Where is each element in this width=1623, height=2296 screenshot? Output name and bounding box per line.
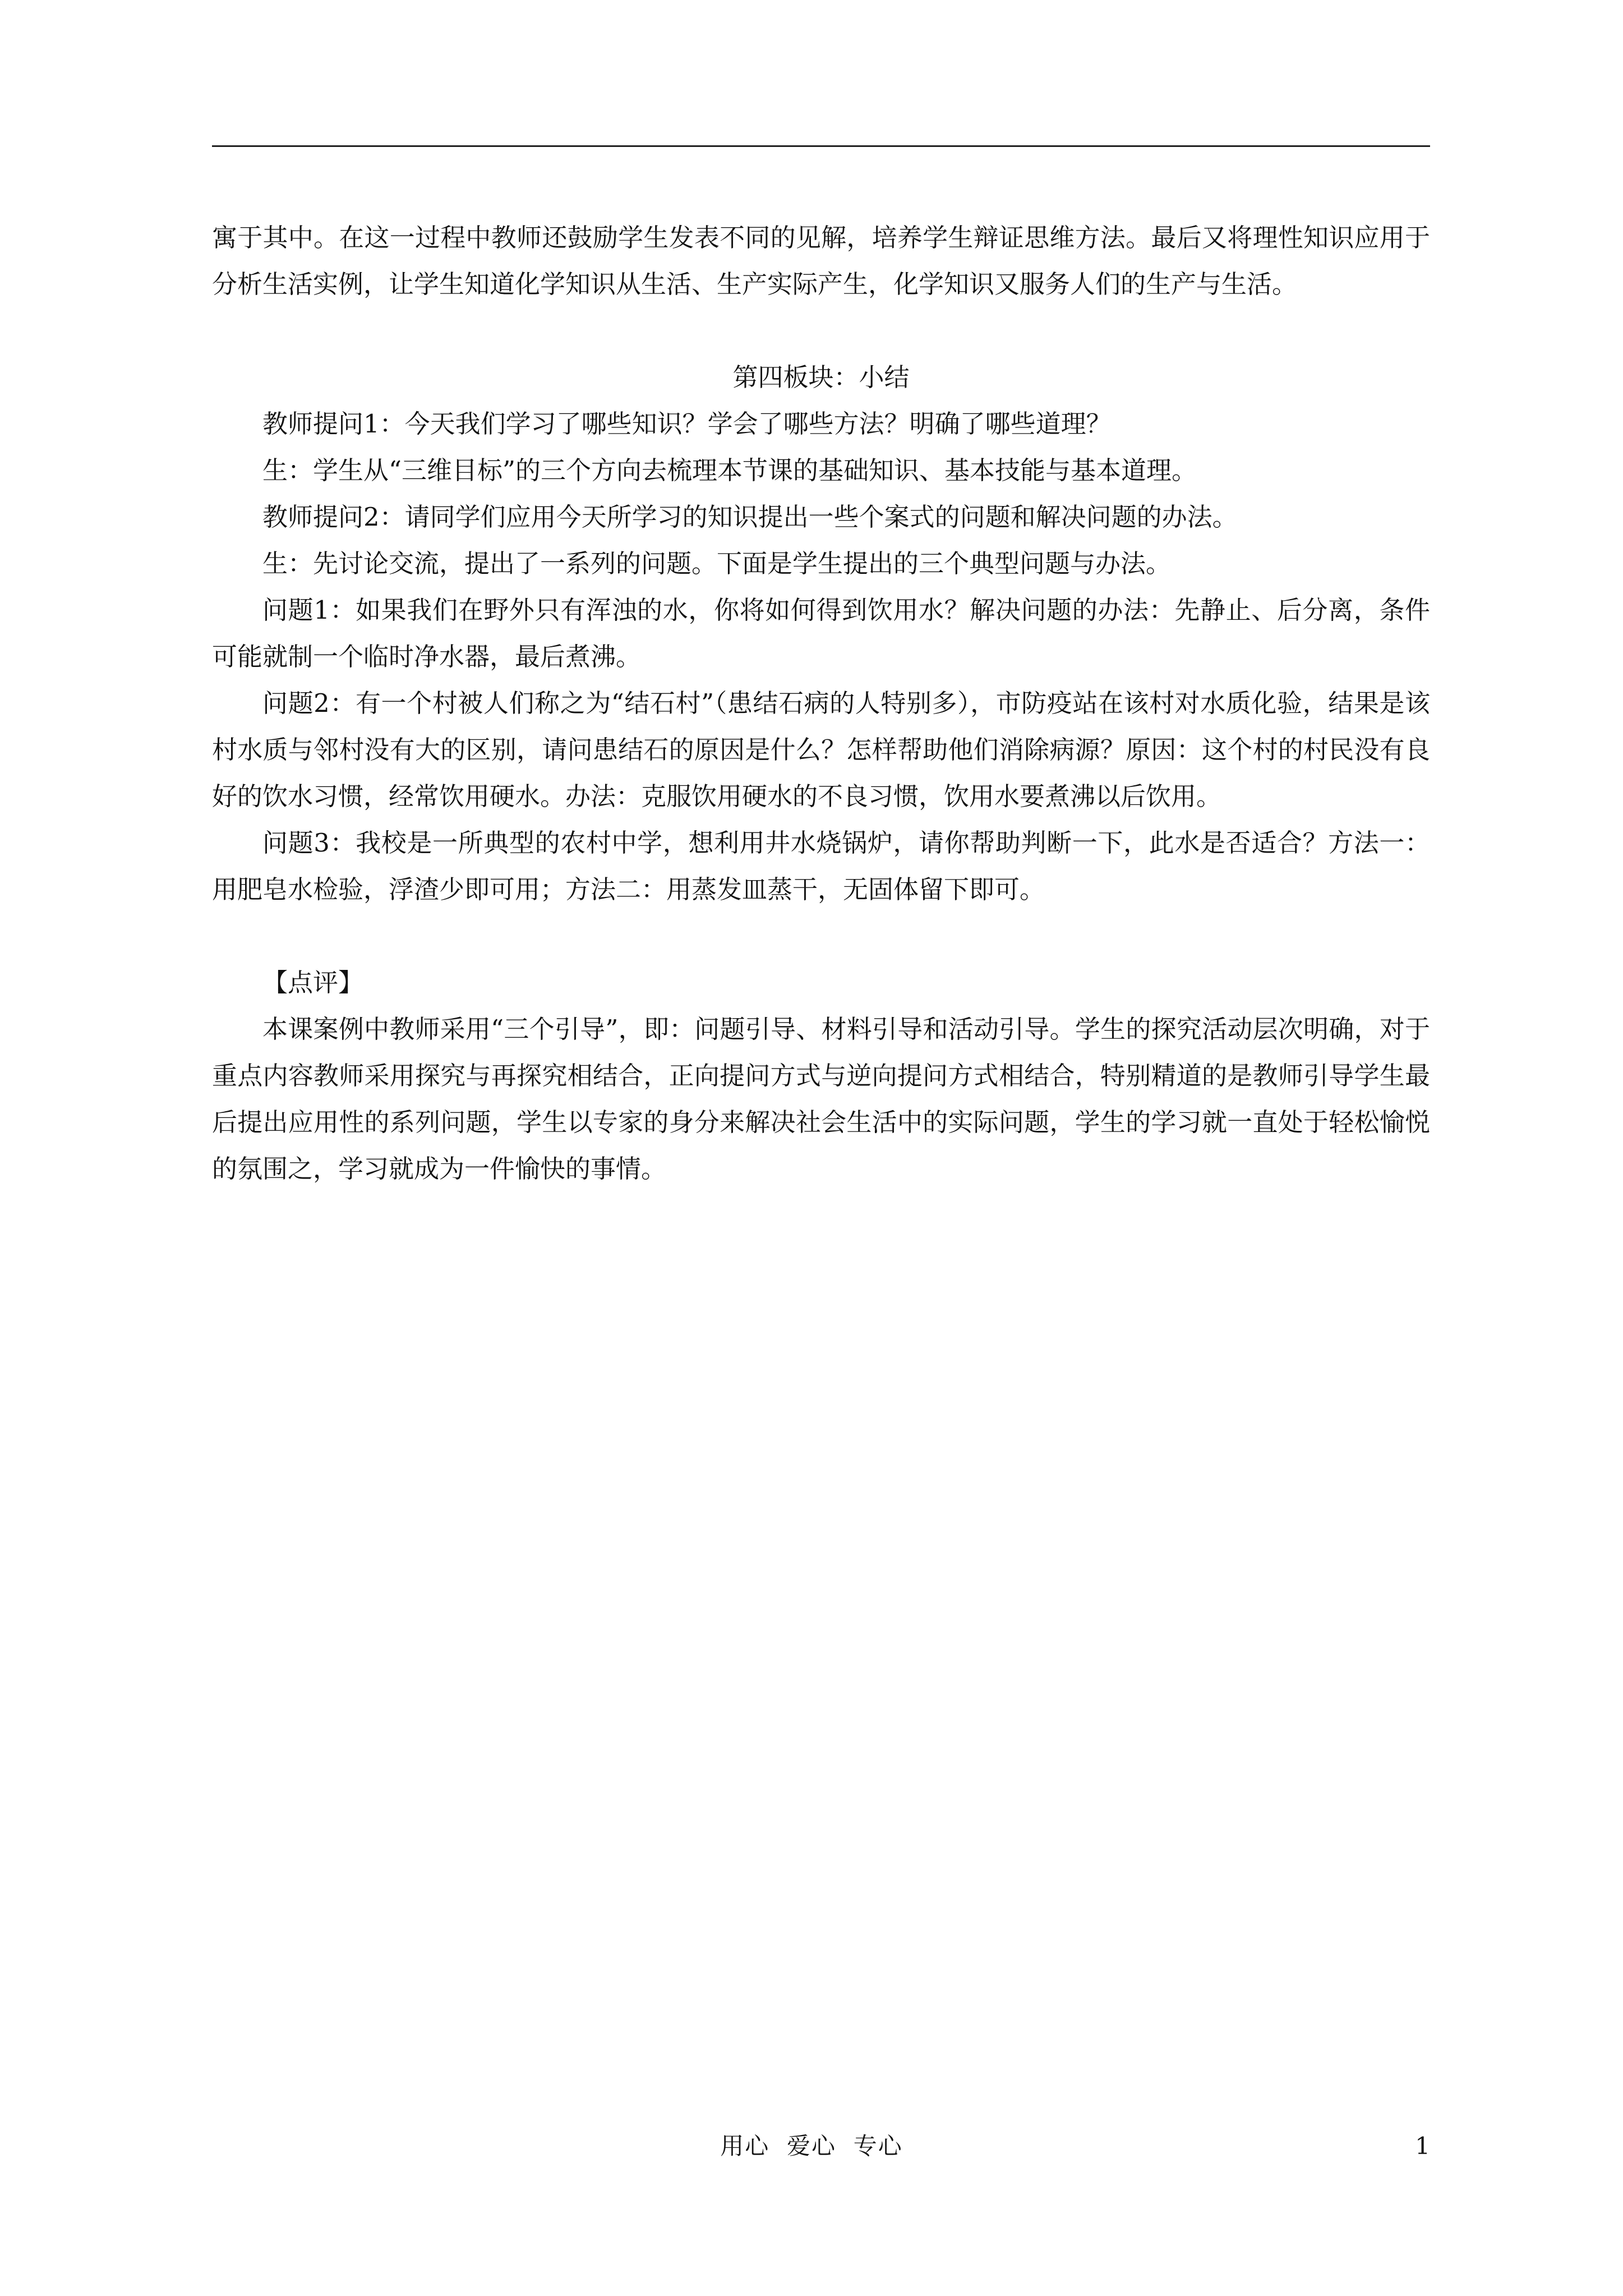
document-body bbox=[212, 214, 1430, 1192]
paragraph-problem-2: 问题2：有一个村被人们称之为“结石村”（患结石病的人特别多），市防疫站在该村对水质化验，结果是该村水质与邻村没有大的区别，请问患结石的原因是什么？怎样帮助他们消除病源？原因：这个村的村民没有良好的饮水习惯，经常饮用硬水。办法：克服饮用硬水的不良习惯，饮用水要煮沸以后饮用。 bbox=[212, 688, 1430, 811]
section-spacer bbox=[212, 307, 1430, 354]
page-number: 1 bbox=[1415, 2132, 1430, 2160]
paragraph-student-answer-1: 生：学生从“三维目标”的三个方向去梳理本节课的基础知识、基本技能与基本道理。 bbox=[262, 455, 1197, 485]
review-heading: 【点评】 bbox=[262, 968, 364, 997]
review-spacer bbox=[212, 913, 1430, 959]
header-rule bbox=[212, 145, 1430, 147]
paragraph-problem-3: 问题3：我校是一所典型的农村中学，想利用井水烧锅炉，请你帮助判断一下，此水是否适合？方法一：用肥皂水检验，浮渣少即可用；方法二：用蒸发皿蒸干，无固体留下即可。 bbox=[212, 828, 1430, 904]
paragraph-student-answer-2: 生：先讨论交流，提出了一系列的问题。下面是学生提出的三个典型问题与办法。 bbox=[262, 549, 1172, 578]
paragraph-teacher-question-1: 教师提问1：今天我们学习了哪些知识？学会了哪些方法？明确了哪些道理？ bbox=[262, 409, 1112, 439]
footer-motto: 用心 爱心 专心 bbox=[720, 2132, 903, 2160]
intro-paragraph: 寓于其中。在这一过程中教师还鼓励学生发表不同的见解，培养学生辩证思维方法。最后又将理性知识应用于分析生活实例，让学生知道化学知识从生活、生产实际产生，化学知识又服务人们的生产与生活。 bbox=[212, 223, 1430, 299]
paragraph-teacher-question-2: 教师提问2：请同学们应用今天所学习的知识提出一些个案式的问题和解决问题的办法。 bbox=[262, 502, 1238, 532]
section-title: 第四板块：小结 bbox=[732, 362, 910, 392]
paragraph-problem-1: 问题1：如果我们在野外只有浑浊的水，你将如何得到饮用水？解决问题的办法：先静止、后分离，条件可能就制一个临时净水器，最后煮沸。 bbox=[212, 595, 1430, 671]
review-paragraph: 本课案例中教师采用“三个引导”，即：问题引导、材料引导和活动引导。学生的探究活动层次明确，对于重点内容教师采用探究与再探究相结合，正向提问方式与逆向提问方式相结合，特别精道的是教师引导学生最后提出应用性的系列问题，学生以专家的身分来解决社会生活中的实际问题，学生的学习就一直处于轻松愉悦的氛围之，学习就成为一件愉快的事情。 bbox=[212, 1014, 1430, 1184]
